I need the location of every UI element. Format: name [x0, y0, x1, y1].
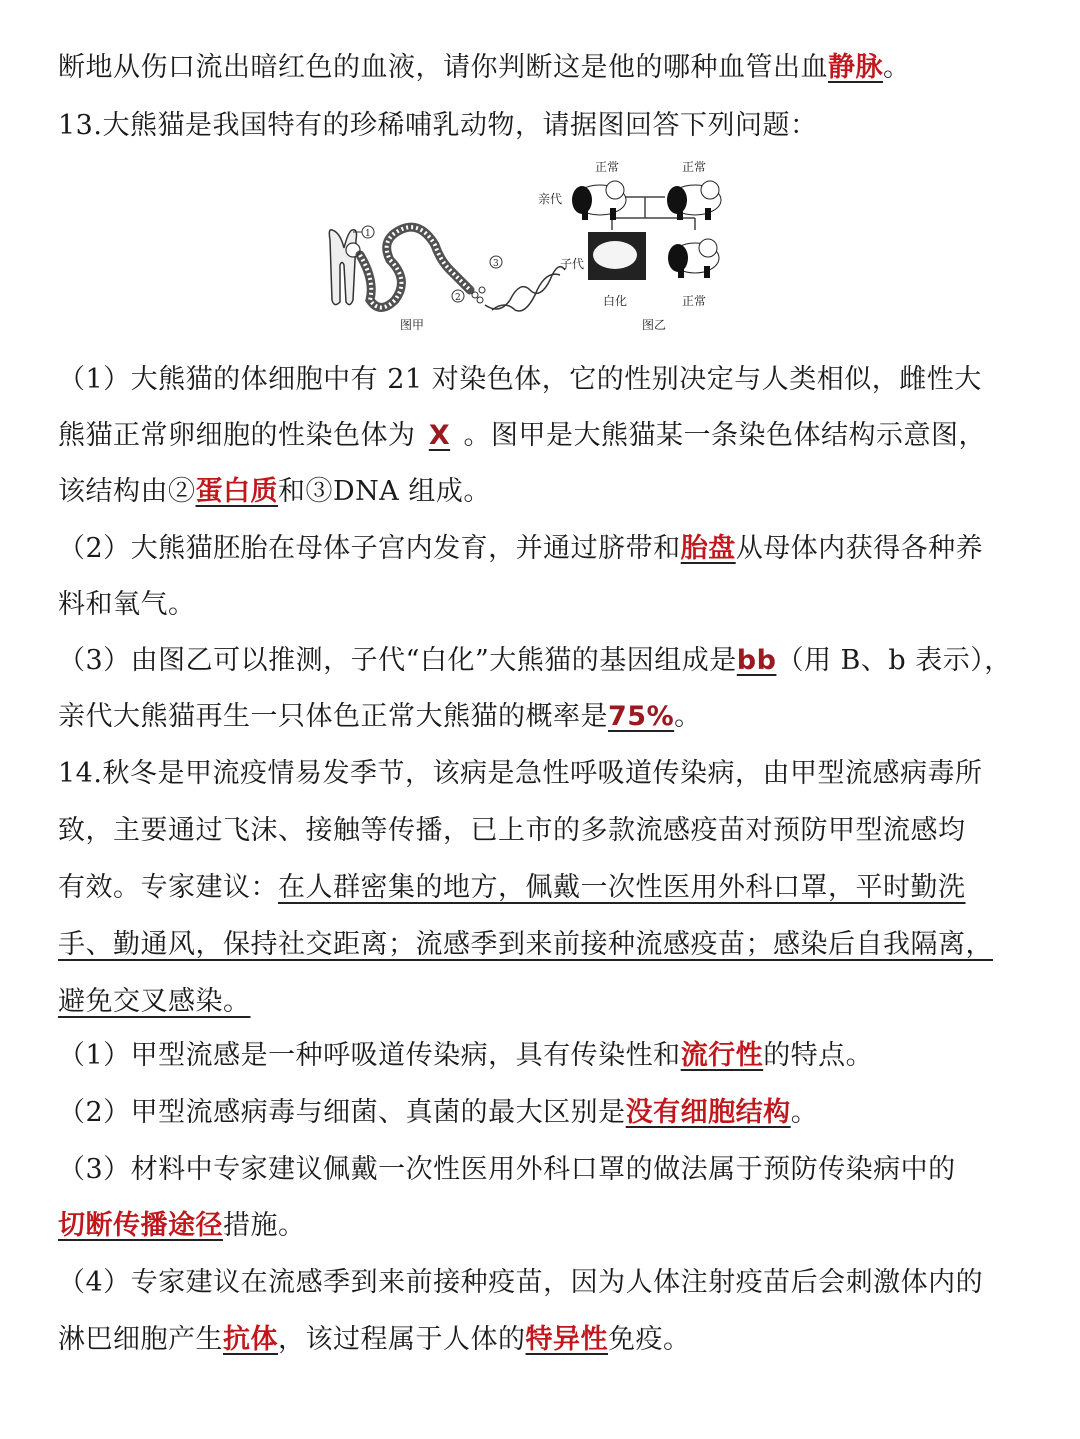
answer-protein: 蛋白质	[195, 476, 278, 507]
answer-antibody: 抗体	[223, 1324, 278, 1355]
q13-part2-line1	[58, 529, 983, 569]
text: 和③DNA 组成。	[278, 476, 491, 507]
q13-part1-line1: （1）大熊猫的体细胞中有 21 对染色体，它的性别决定与人类相似，雌性大	[58, 364, 982, 395]
answer-vein: 静脉	[828, 52, 883, 83]
q13-part1-line2	[58, 416, 986, 456]
answer-cut-transmission: 切断传播途径	[58, 1210, 223, 1241]
answer-no-cell-structure: 没有细胞结构	[625, 1097, 791, 1128]
q13-part2-line2: 料和氧气。	[58, 589, 196, 620]
text: 措施。	[223, 1210, 306, 1241]
svg-text:2: 2	[455, 293, 461, 303]
label-child-normal: 正常	[682, 294, 707, 308]
q14-line1: 14.秋冬是甲流疫情易发季节，该病是急性呼吸道传染病，由甲型流感病毒所	[58, 758, 983, 789]
q14-line4	[58, 925, 993, 965]
text: （2）大熊猫胚胎在母体子宫内发育，并通过脐带和	[58, 533, 681, 564]
expert-advice-underlined: 在人群密集的地方，佩戴一次性医用外科口罩，平时勤洗	[278, 872, 966, 903]
label-parent-left: 正常	[595, 160, 620, 174]
text: 。	[674, 701, 702, 732]
q13-part1-line3	[58, 472, 491, 512]
text: （3）由图乙可以推测，子代“白化”大熊猫的基因组成是	[58, 645, 737, 676]
q14-part3-line1: （3）材料中专家建议佩戴一次性医用外科口罩的做法属于预防传染病中的	[58, 1154, 956, 1185]
answer-probability: 75%	[608, 701, 675, 732]
label-child-gen: 子代	[560, 257, 585, 271]
q14-part4-line2	[58, 1320, 691, 1360]
text: （用 B、b 表示），	[776, 645, 1012, 676]
answer-placenta: 胎盘	[680, 533, 736, 564]
q12-text: 断地从伤口流出暗红色的血液，请你判断这是他的哪种血管出血	[58, 52, 828, 83]
answer-sex-chromosome: X	[428, 420, 451, 451]
panda-parent-left-icon	[572, 181, 626, 220]
panda-child-right-icon	[668, 239, 719, 278]
q14-part2	[58, 1093, 818, 1133]
caption-fig-b: 图乙	[642, 318, 667, 332]
caption-fig-a: 图甲	[400, 318, 425, 332]
text: 的特点。	[763, 1040, 874, 1071]
q12-period: 。	[883, 52, 911, 83]
label-parent-right: 正常	[682, 160, 707, 174]
expert-advice-underlined: 手、勤通风，保持社交距离；流感季到来前接种流感疫苗；感染后自我隔离，	[58, 929, 993, 960]
chromosome-diagram-icon	[320, 150, 740, 340]
q14-line5	[58, 982, 251, 1022]
q14-part1	[58, 1036, 873, 1076]
answer-specific-immunity: 特异性	[525, 1324, 608, 1355]
text: 有效。专家建议：	[58, 872, 278, 903]
q12-tail-line	[58, 48, 911, 88]
expert-advice-underlined: 避免交叉感染。	[58, 986, 251, 1017]
label-child-albino: 白化	[603, 294, 628, 308]
answer-epidemic: 流行性	[680, 1040, 764, 1071]
text: 。	[790, 1097, 819, 1128]
text: （1）甲型流感是一种呼吸道传染病，具有传染性和	[58, 1040, 681, 1071]
q13-stem: 13.大熊猫是我国特有的珍稀哺乳动物，请据图回答下列问题：	[58, 110, 818, 141]
svg-text:1: 1	[365, 229, 371, 239]
text: （2）甲型流感病毒与细菌、真菌的最大区别是	[58, 1097, 626, 1128]
panda-figure	[320, 150, 740, 340]
panda-parent-right-icon	[667, 181, 721, 220]
text: 从母体内获得各种养	[735, 533, 984, 564]
text: 淋巴细胞产生	[58, 1324, 223, 1355]
q14-part4-line1: （4）专家建议在流感季到来前接种疫苗，因为人体注射疫苗后会刺激体内的	[58, 1267, 984, 1298]
q14-part3-line2	[58, 1206, 306, 1246]
svg-text:3: 3	[493, 259, 499, 269]
q14-line2: 致，主要通过飞沫、接触等传播，已上市的多款流感疫苗对预防甲型流感均	[58, 815, 966, 846]
text: 。图甲是大熊猫某一条染色体结构示意图，	[463, 420, 986, 451]
q14-line3	[58, 868, 966, 908]
text: 熊猫正常卵细胞的性染色体为	[58, 420, 416, 451]
text: 该结构由②	[58, 476, 196, 507]
q13-part3-line1	[58, 641, 1012, 681]
text: ，该过程属于人体的	[278, 1324, 526, 1355]
label-parent-gen: 亲代	[538, 192, 563, 206]
text: 免疫。	[608, 1324, 691, 1355]
answer-genotype: bb	[736, 645, 777, 676]
q13-part3-line2	[58, 697, 702, 737]
text: 亲代大熊猫再生一只体色正常大熊猫的概率是	[58, 701, 608, 732]
